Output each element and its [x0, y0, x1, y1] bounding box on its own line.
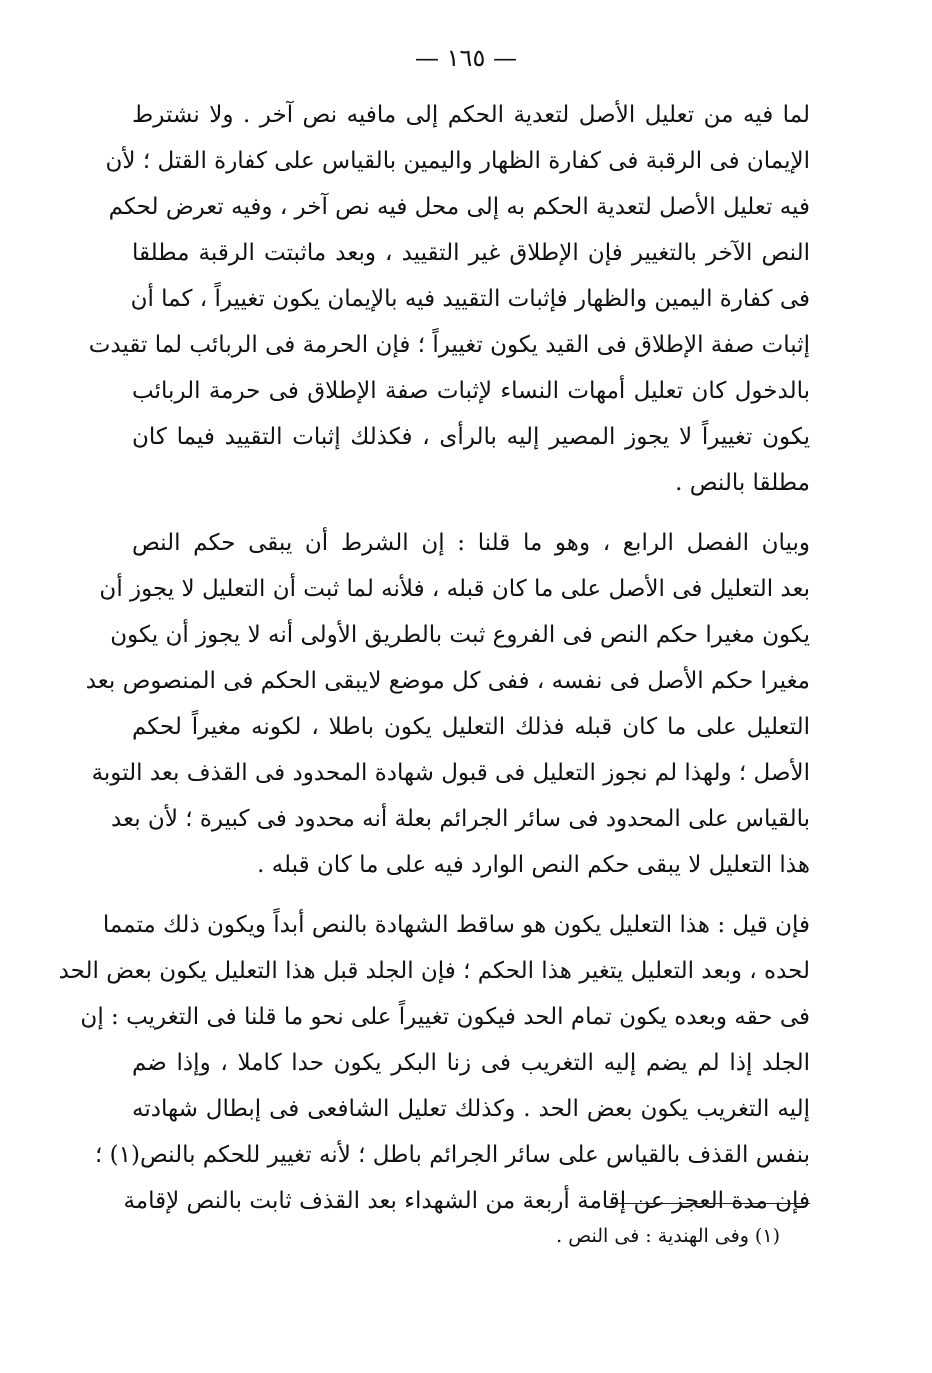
text-line: بالقياس على المحدود فى سائر الجرائم بعلة أنه محدود فى كبيرة ؛ لأن بعد	[111, 806, 810, 832]
paragraph	[85, 520, 810, 888]
paragraph-gap	[132, 888, 810, 902]
paragraph-gap	[132, 506, 810, 520]
text-line: فى حقه وبعده يكون تمام الحد فيكون تغييراً على نحو ما قلنا فى التغريب : إن	[80, 1004, 810, 1030]
text-line: إليه التغريب يكون بعض الحد . وكذلك تعليل الشافعى فى إبطال شهادته	[132, 1096, 810, 1122]
footnote: (١) وفى الهندية : فى النص .	[556, 1225, 780, 1247]
text-line: بنفس القذف بالقياس على سائر الجرائم باطل ؛ لأنه تغيير للحكم بالنص(١) ؛	[95, 1142, 810, 1168]
page-number: — ١٦٥ —	[415, 44, 517, 72]
text-line: بالدخول كان تعليل أمهات النساء لإثبات صفة الإطلاق فى حرمة الربائب	[132, 378, 810, 404]
text-line: بعد التعليل فى الأصل على ما كان قبله ، فلأنه لما ثبت أن التعليل لا يجوز أن	[99, 576, 810, 602]
text-line: فيه تعليل الأصل لتعدية الحكم به إلى محل فيه نص آخر ، وفيه تعرض لحكم	[108, 194, 810, 220]
paragraph	[88, 92, 810, 506]
text-line: النص الآخر بالتغيير فإن الإطلاق غير التقييد ، وبعد ماثبتت الرقبة مطلقا	[132, 240, 810, 266]
text-line: مطلقا بالنص .	[675, 470, 810, 496]
text-line: وبيان الفصل الرابع ، وهو ما قلنا : إن الشرط أن يبقى حكم النص	[132, 530, 810, 556]
text-line: لحده ، وبعد التعليل يتغير هذا الحكم ؛ فإن الجلد قبل هذا التعليل يكون بعض الحد	[58, 958, 810, 984]
text-line: هذا التعليل لا يبقى حكم النص الوارد فيه على ما كان قبله .	[257, 852, 810, 878]
text-line: الإيمان فى الرقبة فى كفارة الظهار واليمين بالقياس على كفارة القتل ؛ لأن	[105, 148, 810, 174]
text-line: فإن قيل : هذا التعليل يكون هو ساقط الشهادة بالنص أبداً ويكون ذلك متمما	[102, 912, 810, 938]
footnote-divider	[610, 1203, 810, 1204]
text-line: مغيرا حكم الأصل فى نفسه ، ففى كل موضع لايبقى الحكم فى المنصوص بعد	[85, 668, 810, 694]
text-line: الجلد إذا لم يضم إليه التغريب فى زنا البكر يكون حدا كاملا ، وإذا ضم	[132, 1050, 810, 1076]
text-line: لما فيه من تعليل الأصل لتعدية الحكم إلى مافيه نص آخر . ولا نشترط	[132, 102, 810, 128]
paragraph	[58, 902, 810, 1224]
text-line: إثبات صفة الإطلاق فى القيد يكون تغييراً ؛ فإن الحرمة فى الربائب لما تقيدت	[88, 332, 810, 358]
text-line: التعليل على ما كان قبله فذلك التعليل يكون باطلا ، لكونه مغيراً لحكم	[132, 714, 810, 740]
body-text	[58, 92, 810, 1224]
text-line: يكون مغيرا حكم النص فى الفروع ثبت بالطريق الأولى أنه لا يجوز أن يكون	[110, 622, 810, 648]
text-line: الأصل ؛ ولهذا لم نجوز التعليل فى قبول شهادة المحدود فى القذف بعد التوبة	[91, 760, 810, 786]
text-line: يكون تغييراً لا يجوز المصير إليه بالرأى ، فكذلك إثبات التقييد فيما كان	[132, 424, 810, 450]
text-line: فإن مدة العجز عن إقامة أربعة من الشهداء بعد القذف ثابت بالنص لإقامة	[123, 1188, 810, 1214]
text-line: فى كفارة اليمين والظهار فإثبات التقييد فيه بالإيمان يكون تغييراً ، كما أن	[130, 286, 810, 312]
